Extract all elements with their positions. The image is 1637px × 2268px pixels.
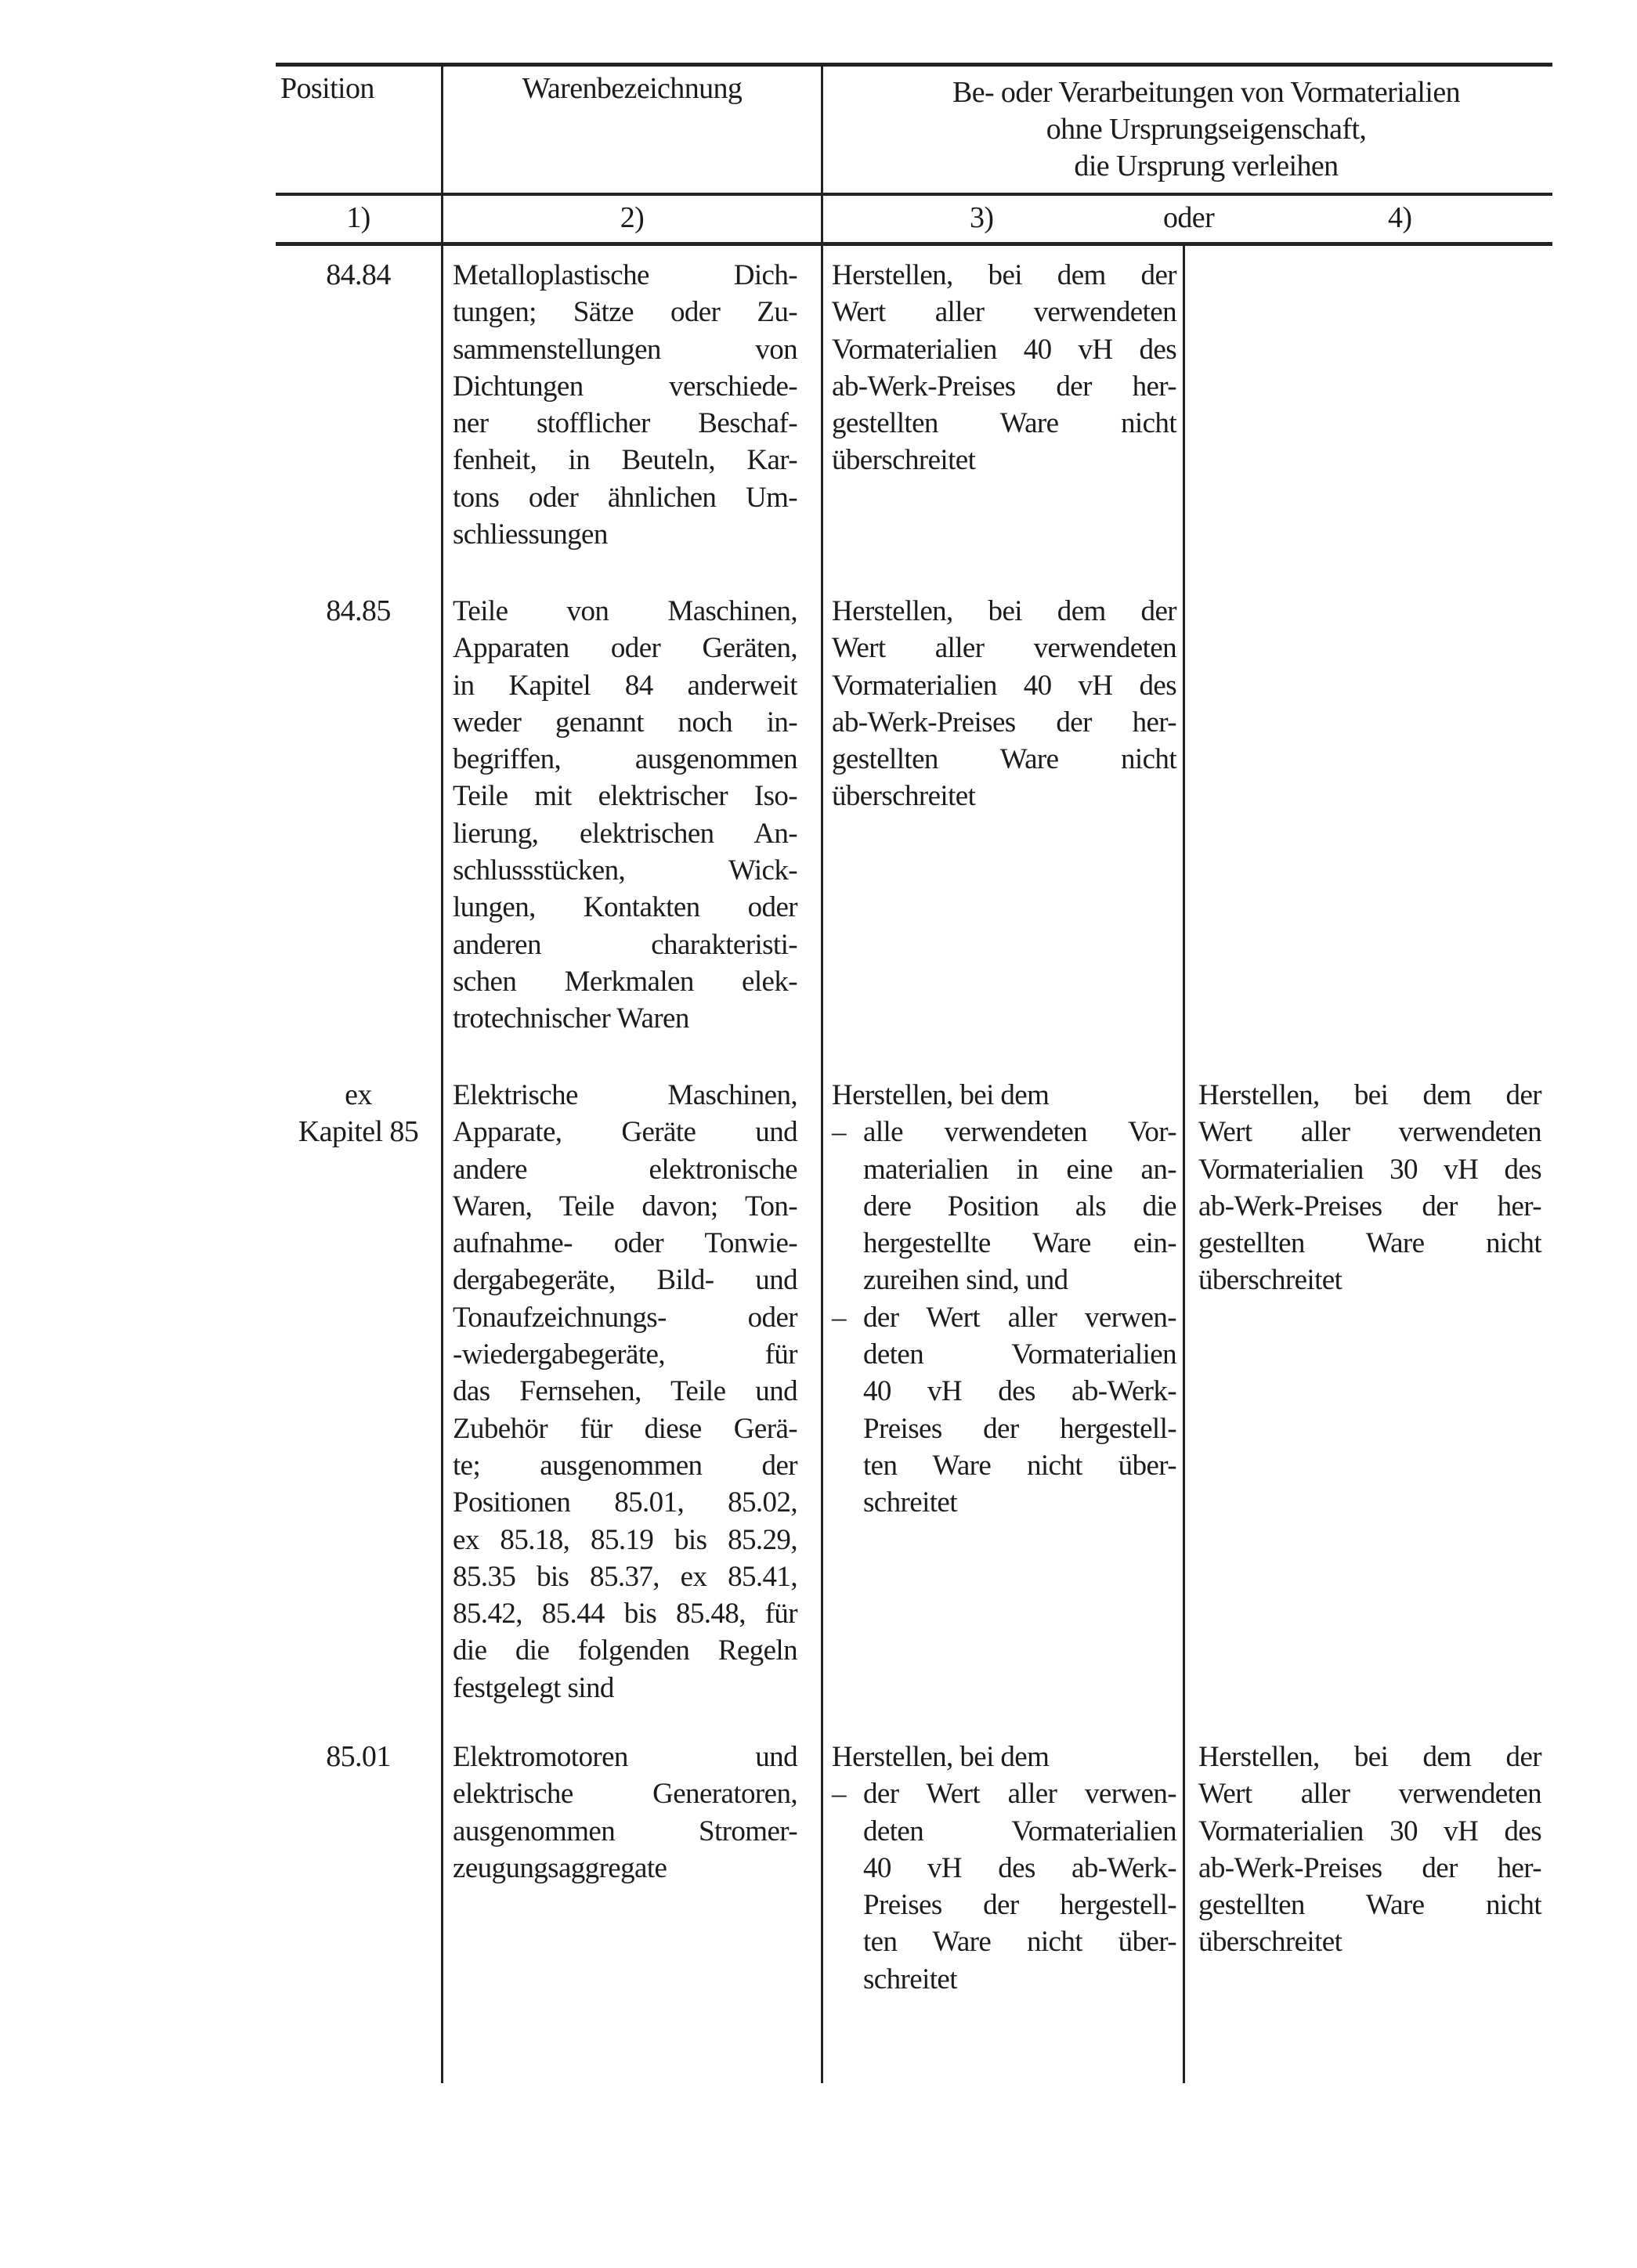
cell-line: überschreitet — [832, 444, 976, 477]
cell-line: ab-Werk-Preises der her- — [1198, 1851, 1541, 1884]
cell-line: überschreitet — [1198, 1926, 1342, 1959]
position-line: ex — [345, 1078, 372, 1111]
cell-line: Herstellen, bei dem — [832, 1079, 1050, 1111]
row-3-col4 — [1198, 1077, 1541, 1299]
column-divider-3 — [1183, 244, 1185, 2083]
cell-line: Herstellen, bei dem der — [832, 595, 1176, 627]
cell-line: deten Vormaterialien — [863, 1815, 1176, 1847]
header-processing-line: die Ursprung verleihen — [1074, 150, 1339, 182]
cell-line: Positionen 85.01, 85.02, — [453, 1486, 797, 1519]
cell-line: überschreitet — [1198, 1264, 1342, 1297]
cell-line: tungen; Sätze oder Zu- — [453, 296, 797, 329]
row-2-description — [453, 593, 797, 1038]
row-2-col3 — [832, 593, 1176, 815]
cell-line: aufnahme- oder Tonwie- — [453, 1227, 797, 1260]
cell-line: Elektromotoren und — [453, 1741, 797, 1773]
cell-line: Preises der hergestell- — [863, 1889, 1176, 1922]
cell-line: schen Merkmalen elek- — [453, 965, 797, 998]
cell-line: ab-Werk-Preises der her- — [1198, 1190, 1541, 1222]
row-3-description — [453, 1077, 797, 1706]
cell-line: Metalloplastische Dich- — [453, 259, 797, 291]
cell-line: gestellten Ware nicht — [1198, 1227, 1541, 1260]
cell-line: in Kapitel 84 anderweit — [453, 669, 797, 702]
cell-line: das Fernsehen, Teile und — [453, 1375, 797, 1408]
column-divider-2 — [821, 64, 823, 2083]
table-top-rule — [276, 63, 1552, 67]
number-row-rule — [276, 242, 1552, 246]
column-divider-1 — [441, 64, 443, 2083]
row-4-position — [276, 1739, 441, 1775]
cell-line: tons oder ähnlichen Um- — [453, 481, 797, 514]
cell-line: festgelegt sind — [453, 1671, 614, 1704]
cell-line: hergestellte Ware ein- — [863, 1227, 1176, 1260]
column-number-1: 1) — [346, 201, 370, 234]
cell-line: 85.35 bis 85.37, ex 85.41, — [453, 1560, 797, 1593]
cell-line: Teile von Maschinen, — [453, 595, 797, 627]
column-number-4: 4) — [1388, 201, 1412, 234]
cell-line: materialien in eine an- — [863, 1153, 1176, 1186]
cell-line: dergabegeräte, Bild- und — [453, 1264, 797, 1297]
cell-line: elektrische Generatoren, — [453, 1778, 797, 1811]
cell-line: gestellten Ware nicht — [832, 743, 1176, 776]
cell-line: Teile mit elektrischer Iso- — [453, 780, 797, 813]
position-line: 85.01 — [326, 1740, 391, 1773]
cell-line: schreitet — [863, 1963, 957, 1995]
cell-line: 40 vH des ab-Werk- — [863, 1851, 1176, 1884]
row-1-position — [276, 257, 441, 294]
cell-line: lungen, Kontakten oder — [453, 891, 797, 924]
row-3-col3 — [832, 1077, 1176, 1522]
position-line: 84.84 — [326, 258, 391, 291]
cell-line: Herstellen, bei dem der — [1198, 1741, 1541, 1773]
cell-line: Tonaufzeichnungs- oder — [453, 1301, 797, 1334]
cell-line: zeugungsaggregate — [453, 1851, 667, 1884]
cell-line: anderen charakteristi- — [453, 928, 797, 961]
cell-line: Wert aller verwendeten — [832, 296, 1176, 329]
cell-line: Apparaten oder Geräten, — [453, 632, 797, 665]
row-4-col4 — [1198, 1739, 1541, 1961]
row-1-col3 — [832, 257, 1176, 479]
cell-line: schreitet — [863, 1486, 957, 1519]
header-processing — [862, 74, 1551, 185]
header-description: Warenbezeichnung — [522, 72, 743, 105]
row-4-description — [453, 1739, 797, 1887]
cell-line: gestellten Ware nicht — [832, 407, 1176, 440]
cell-line: Vormaterialien 40 vH des — [832, 333, 1176, 366]
cell-line: 40 vH des ab-Werk- — [863, 1375, 1176, 1408]
cell-line: Elektrische Maschinen, — [453, 1079, 797, 1111]
cell-line: – der Wert aller verwen- — [832, 1299, 1176, 1336]
cell-line: Wert aller verwendeten — [832, 632, 1176, 665]
cell-line: 85.42, 85.44 bis 85.48, für — [453, 1598, 797, 1631]
cell-line: Herstellen, bei dem — [832, 1741, 1050, 1773]
column-number-2: 2) — [620, 201, 645, 234]
cell-line: begriffen, ausgenommen — [453, 743, 797, 776]
cell-line: ab-Werk-Preises der her- — [832, 706, 1176, 739]
cell-line: Vormaterialien 30 vH des — [1198, 1153, 1541, 1186]
cell-line: Vormaterialien 30 vH des — [1198, 1815, 1541, 1847]
cell-line: Vormaterialien 40 vH des — [832, 669, 1176, 702]
cell-line: – alle verwendeten Vor- — [832, 1114, 1176, 1150]
row-2-position — [276, 593, 441, 630]
cell-line: zureihen sind, und — [863, 1264, 1068, 1297]
cell-line: lierung, elektrischen An- — [453, 817, 797, 850]
cell-line: überschreitet — [832, 780, 976, 813]
cell-line: Preises der hergestell- — [863, 1412, 1176, 1445]
cell-line: ten Ware nicht über- — [863, 1449, 1176, 1482]
cell-line: schlussstücken, Wick- — [453, 854, 797, 887]
cell-line: Zubehör für diese Gerä- — [453, 1412, 797, 1445]
row-3-position — [276, 1077, 441, 1151]
cell-line: dere Position als die — [863, 1190, 1176, 1222]
cell-line: ex 85.18, 85.19 bis 85.29, — [453, 1523, 797, 1556]
cell-line: -wiedergabegeräte, für — [453, 1338, 797, 1371]
column-number-3: 3) — [970, 201, 994, 234]
row-1-description — [453, 257, 797, 553]
header-processing-line: Be- oder Verarbeitungen von Vormaterialien — [952, 76, 1461, 109]
header-position: Position — [280, 72, 374, 105]
cell-line: schliessungen — [453, 518, 608, 551]
position-line: 84.85 — [326, 594, 391, 627]
row-4-col3 — [832, 1739, 1176, 1998]
cell-line: weder genannt noch in- — [453, 706, 797, 739]
cell-line: gestellten Ware nicht — [1198, 1889, 1541, 1922]
cell-line: andere elektronische — [453, 1153, 797, 1186]
position-line: Kapitel 85 — [298, 1115, 419, 1149]
cell-line: ner stofflicher Beschaf- — [453, 407, 797, 440]
cell-line: ab-Werk-Preises der her- — [832, 370, 1176, 403]
column-or-label: oder — [1163, 201, 1215, 234]
cell-line: deten Vormaterialien — [863, 1338, 1176, 1371]
cell-line: sammenstellungen von — [453, 333, 797, 366]
cell-line: Dichtungen verschiede- — [453, 370, 797, 403]
cell-line: – der Wert aller verwen- — [832, 1775, 1176, 1812]
cell-line: Wert aller verwendeten — [1198, 1778, 1541, 1811]
cell-line: ausgenommen Stromer- — [453, 1815, 797, 1847]
cell-line: Herstellen, bei dem der — [1198, 1079, 1541, 1111]
header-rule — [276, 193, 1552, 196]
cell-line: te; ausgenommen der — [453, 1449, 797, 1482]
cell-line: Apparate, Geräte und — [453, 1116, 797, 1149]
cell-line: Waren, Teile davon; Ton- — [453, 1190, 797, 1222]
header-processing-line: ohne Ursprungseigenschaft, — [1046, 113, 1367, 146]
cell-line: ten Ware nicht über- — [863, 1926, 1176, 1959]
cell-line: Herstellen, bei dem der — [832, 259, 1176, 291]
cell-line: die die folgenden Regeln — [453, 1634, 797, 1667]
cell-line: fenheit, in Beuteln, Kar- — [453, 444, 797, 477]
cell-line: Wert aller verwendeten — [1198, 1116, 1541, 1149]
cell-line: trotechnischer Waren — [453, 1002, 689, 1035]
